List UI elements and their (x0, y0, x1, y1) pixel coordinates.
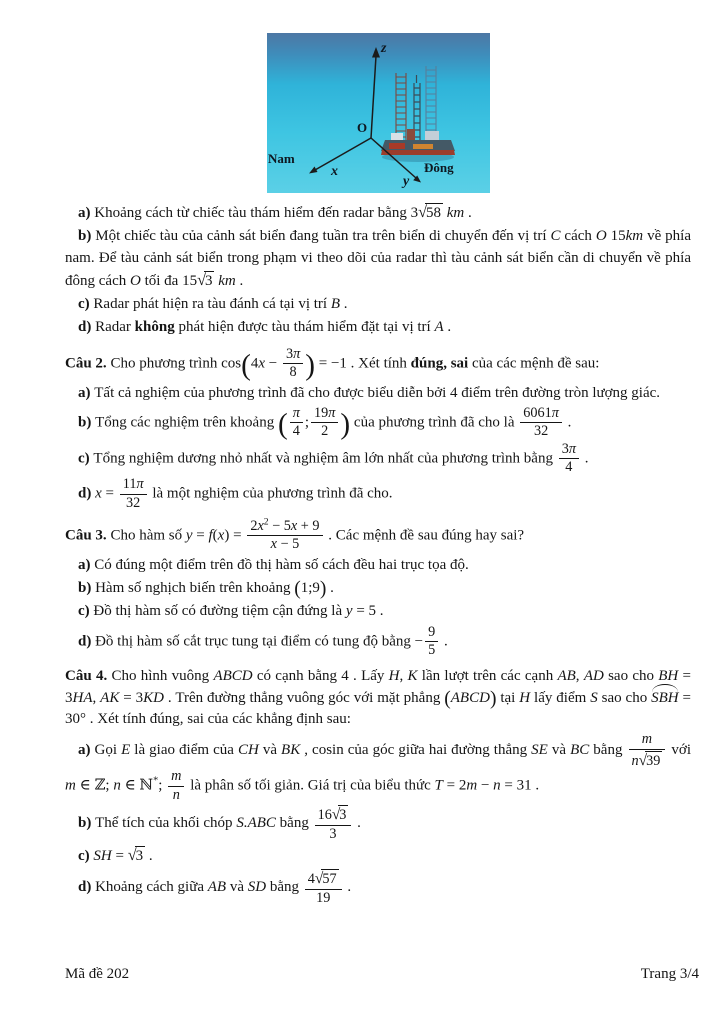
exam-code: Mã đề 202 (65, 966, 130, 982)
fraction-numerator (425, 625, 438, 642)
cau4-item-d (65, 869, 691, 906)
text-run: − 5 (276, 536, 300, 553)
math-fraction (557, 442, 581, 476)
fraction-numerator (559, 442, 579, 459)
fraction-denominator (120, 495, 147, 511)
cau2-item-d (65, 477, 691, 511)
text-run: . Các mệnh đề sau đúng hay sai? (324, 527, 525, 544)
text-run: km (442, 205, 465, 221)
text-run: . (580, 449, 589, 466)
math-sqrt (128, 844, 145, 867)
fraction-denominator (425, 642, 438, 658)
sqrt-radicand: 58 (425, 205, 441, 221)
text-run: KD (143, 689, 164, 706)
text-run: không (134, 319, 175, 336)
text-run: . (443, 319, 452, 336)
math-fraction (281, 347, 305, 381)
radical-sign-icon: √ (314, 870, 324, 888)
text-run: lấy điểm (530, 689, 591, 706)
cau3-item-b (65, 578, 691, 599)
math-fraction (245, 516, 324, 553)
text-run: tại (496, 689, 520, 706)
text-run: b) (78, 580, 96, 597)
text-run: ∈ ℤ; (75, 777, 114, 794)
math-fraction (313, 805, 354, 842)
text-run: có cạnh bằng 4 . Lấy (252, 668, 389, 685)
text-run: . (563, 414, 572, 431)
text-run: ∈ ℕ (120, 777, 154, 794)
text-run: b) (78, 228, 96, 245)
angle-vertices: SBH (651, 689, 679, 706)
text-run: 2 (321, 423, 329, 440)
text-run: . Trên đường thẳng vuông góc với mặt phẳng (164, 689, 445, 706)
radical-sign-icon: √ (638, 751, 648, 769)
text-run: Cho hình vuông (107, 668, 214, 685)
text-run: ) (489, 688, 497, 710)
text-run: 2 (250, 518, 258, 535)
text-run: x (290, 518, 298, 535)
fraction-numerator (315, 805, 352, 826)
text-run: Câu 4. (65, 668, 108, 685)
text-run: * (153, 775, 159, 787)
east-label: Đông (424, 160, 454, 175)
cau4-item-a (65, 732, 691, 803)
text-run: về phía nam. Để tàu cảnh sát biển trong phạm vi theo dõi của radar thì tàu cảnh sát biển cần di chuyển về phía đông cách (65, 228, 691, 289)
text-run: b) (78, 414, 96, 431)
text-run: x (258, 355, 266, 372)
text-run: phát hiện được tàu thám hiểm đặt tại vị trí (174, 319, 435, 336)
math-sqrt (411, 201, 443, 224)
math-fraction (288, 406, 305, 440)
text-run: Đồ thị hàm số cắt trục tung tại điểm có tung độ bằng − (95, 633, 424, 650)
text-run: Radar phát hiện ra tàu đánh cá tại vị trí (93, 296, 331, 313)
text-run: a) (78, 556, 95, 573)
text-run: Thể tích của khối chóp (95, 815, 237, 832)
text-run: Khoảng cách giữa (95, 879, 208, 896)
fraction-numerator (120, 477, 147, 494)
fraction-denominator (629, 750, 666, 770)
text-run: và (226, 879, 248, 896)
text-run: Đồ thị hàm số có đường tiệm cận đứng là (93, 603, 346, 620)
text-run: π (293, 345, 301, 362)
text-run: π (136, 476, 144, 493)
math-sqrt (197, 269, 214, 292)
text-run: = 3 (119, 689, 144, 706)
fraction-numerator (283, 347, 303, 364)
text-run: Tổng nghiệm dương nhỏ nhất và nghiệm âm lớn nhất của phương trình bằng (93, 449, 557, 466)
text-run: O (595, 228, 607, 245)
origin-label: O (357, 120, 368, 135)
text-run: 3 (329, 825, 337, 842)
text-run: của phương trình đã cho là (350, 414, 519, 431)
text-run: T (434, 777, 443, 794)
text-run: n (113, 777, 121, 794)
text-run: 6061 (523, 404, 552, 421)
math-fraction (518, 406, 564, 440)
text-run: SH (93, 848, 112, 865)
cau4-header (65, 666, 691, 730)
text-run: AB (207, 879, 227, 896)
text-run: đúng, sai (410, 355, 469, 372)
text-run: HA (72, 689, 93, 706)
text-run: H (519, 689, 531, 706)
cau4-item-b (65, 805, 691, 842)
text-run: 32 (126, 494, 141, 511)
text-run: − (265, 355, 281, 372)
text-run: = (111, 848, 128, 865)
text-run: 19 (316, 889, 331, 906)
fraction-denominator (315, 826, 352, 842)
fraction-denominator (168, 787, 184, 803)
cau3-item-c (65, 601, 691, 622)
text-run: = 5 . (352, 603, 384, 620)
sqrt-radicand: 39 (646, 752, 661, 769)
text-run: BC (570, 742, 590, 759)
text-run: BK (281, 742, 301, 759)
cau2-item-c (65, 442, 691, 476)
text-run: C (550, 228, 561, 245)
cau2-header (65, 347, 691, 381)
text-run: ) = (224, 527, 246, 544)
sqrt-coefficient: 16 (317, 807, 332, 824)
text-run: 1;9 (300, 580, 320, 597)
text-run: c) (78, 603, 94, 620)
sqrt-coefficient: 3 (410, 205, 419, 221)
text-run: π (292, 404, 300, 421)
text-run: ) (305, 349, 315, 382)
text-run: π (551, 404, 559, 421)
text-run: với (667, 742, 691, 759)
text-run: ( (212, 527, 218, 544)
text-run: 9 (428, 623, 436, 640)
text-run: Hàm số nghịch biến trên khoảng (95, 580, 295, 597)
text-run: ABCD (213, 668, 253, 685)
fraction-numerator (247, 516, 322, 536)
text-run: tối đa 15 (140, 272, 198, 289)
text-run: km (214, 272, 236, 289)
text-run: ( (241, 349, 251, 382)
fraction-numerator (520, 406, 562, 423)
text-run: , (399, 668, 408, 685)
text-run: 8 (289, 364, 297, 381)
text-run: d) (78, 485, 96, 502)
text-run: = 31 . (500, 777, 540, 794)
axis-label-z: z (381, 41, 387, 56)
sqrt-radicand: 3 (204, 272, 213, 289)
radical-sign-icon: √ (197, 270, 206, 289)
page-number: Trang 3/4 (640, 966, 699, 982)
text-run: d) (78, 319, 96, 336)
text-run: + 9 (297, 518, 320, 535)
text-run: x (257, 518, 264, 535)
fraction-denominator (305, 890, 342, 906)
text-run: a) (78, 742, 95, 759)
page-footer (65, 966, 699, 983)
text-run: . (235, 272, 244, 289)
text-run: . (326, 580, 334, 597)
text-run: Một chiếc tàu của cảnh sát biển đang tuần tra trên biển di chuyển đến vị trí (95, 228, 551, 245)
text-run: AD (583, 668, 604, 685)
text-run: Radar (95, 319, 135, 336)
text-run: và (547, 742, 571, 759)
sqrt-radicand: 3 (135, 848, 144, 865)
text-run: f (208, 527, 213, 544)
text-run: = 3 (65, 668, 691, 706)
text-run: a) (78, 384, 95, 401)
text-run: ; (304, 414, 310, 431)
radical-sign-icon: √ (418, 203, 427, 221)
text-run: sao cho (597, 689, 652, 706)
math-fraction (423, 625, 440, 659)
text-run: = (192, 527, 209, 544)
math-sqrt (318, 805, 349, 824)
fraction-denominator (247, 536, 322, 552)
rig-figure (267, 33, 490, 193)
cau1-item-d (65, 317, 691, 338)
text-run: bằng (275, 815, 313, 832)
text-run: x (217, 527, 225, 544)
text-run: là giao điểm của (130, 742, 238, 759)
rig-photo (267, 33, 490, 193)
text-run: cách (560, 228, 596, 245)
text-run: x (270, 536, 277, 553)
fraction-denominator (290, 423, 303, 439)
radical-sign-icon: √ (331, 806, 341, 824)
text-run: . (440, 633, 448, 650)
text-run: ( (444, 688, 451, 710)
cau1-item-c (65, 294, 691, 315)
text-run: π (568, 440, 576, 457)
text-run: 3 (285, 345, 294, 362)
cau2-item-b (65, 406, 691, 440)
fraction-numerator (290, 406, 303, 423)
axis-label-y: y (403, 174, 410, 189)
text-run: Cho phương trình cos (106, 355, 242, 372)
text-run: H (388, 668, 400, 685)
text-run: Có đúng một điểm trên đồ thị hàm số cách đều hai trục tọa độ. (94, 556, 469, 573)
fraction-numerator (168, 769, 184, 786)
text-run: bằng (589, 742, 627, 759)
text-run: = (101, 485, 118, 502)
math-fraction (309, 406, 340, 440)
text-run: 4 (292, 423, 300, 440)
text-run: sao cho (603, 668, 659, 685)
text-run: m (65, 777, 76, 794)
text-run: bằng (266, 879, 303, 896)
fraction-denominator (559, 459, 579, 475)
text-run: n (172, 786, 180, 803)
fraction-denominator (520, 423, 562, 439)
text-run: km (625, 228, 644, 245)
text-run: A (434, 319, 444, 336)
text-run: m (641, 731, 653, 748)
text-run: m (466, 777, 478, 794)
text-run: c) (78, 296, 94, 313)
cau1-item-a (65, 201, 691, 224)
question-body (65, 199, 691, 908)
radical-sign-icon: √ (127, 846, 137, 865)
text-run: AK (100, 689, 120, 706)
math-fraction (166, 769, 186, 803)
text-run: 15 (606, 228, 626, 245)
text-run: lần lượt trên các cạnh (417, 668, 558, 685)
text-run: , cosin của góc giữa hai đường thẳng (300, 742, 532, 759)
fraction-numerator (629, 732, 666, 749)
text-run: K (407, 668, 418, 685)
text-run: n (631, 752, 639, 769)
text-run: . (340, 296, 348, 313)
text-run: S.ABC (236, 815, 276, 832)
text-run: ) (340, 408, 351, 441)
text-run: a) (78, 205, 95, 221)
axis-label-x: x (331, 164, 338, 179)
sqrt-radicand: 3 (339, 807, 347, 824)
text-run: . (145, 848, 153, 865)
text-run: ABCD (450, 689, 490, 706)
math-sqrt (639, 751, 663, 770)
text-run: . (464, 205, 472, 221)
text-run: Gọi (94, 742, 122, 759)
text-run: y (185, 527, 193, 544)
text-run: của các mệnh đề sau: (468, 355, 600, 372)
text-run: 11 (122, 476, 137, 493)
sqrt-radicand: 57 (322, 871, 337, 888)
text-run: c) (78, 848, 94, 865)
fraction-denominator (311, 423, 338, 439)
text-run: Tổng các nghiệm trên khoảng (95, 414, 278, 431)
text-run: Khoảng cách từ chiếc tàu thám hiểm đến radar bằng (94, 205, 411, 221)
text-run: , (92, 689, 101, 706)
text-run: . (353, 815, 361, 832)
text-run: − 5 (268, 518, 291, 535)
cau3-header (65, 516, 691, 553)
text-run: SD (247, 879, 267, 896)
text-run: BH (658, 668, 679, 685)
text-run: Tất cả nghiệm của phương trình đã cho được biểu diễn bởi 4 điểm trên đường tròn lượng giác. (94, 384, 661, 401)
math-fraction (627, 732, 668, 769)
text-run: x (95, 485, 102, 502)
math-fraction (118, 477, 149, 511)
text-run: Câu 2. (65, 355, 107, 372)
text-run: CH (237, 742, 259, 759)
cau3-item-a (65, 555, 691, 576)
text-run: ( (277, 408, 288, 441)
text-run: c) (78, 449, 94, 466)
text-run: y (345, 603, 353, 620)
text-run: = −1 . Xét tính (315, 355, 411, 372)
text-run: S (590, 689, 598, 706)
text-run: π (328, 404, 336, 421)
text-run: B (330, 296, 340, 313)
text-run: là phân số tối giản. Giá trị của biểu thức (186, 777, 435, 794)
text-run: . (343, 879, 352, 896)
text-run: 4 (250, 355, 259, 372)
text-run: ( (294, 578, 301, 600)
text-run: = 2 (442, 777, 467, 794)
math-fraction (303, 869, 344, 906)
text-run: = 30° . Xét tính đúng, sai của các khẳng định sau: (65, 689, 692, 728)
text-run: O (129, 272, 141, 289)
sqrt-coefficient: 4 (307, 871, 315, 888)
text-run: d) (78, 879, 96, 896)
text-run: , (575, 668, 584, 685)
text-run: m (171, 768, 182, 785)
text-run: d) (78, 633, 96, 650)
text-run: 2 (263, 516, 269, 528)
fraction-numerator (305, 869, 342, 890)
south-label: Nam (268, 151, 295, 166)
text-run: là một nghiệm của phương trình đã cho. (148, 485, 393, 502)
cau2-item-a (65, 383, 691, 404)
text-run: 32 (533, 423, 549, 440)
arc-curve-icon (652, 684, 678, 692)
text-run: b) (78, 815, 96, 832)
text-run: ) (319, 578, 327, 600)
text-run: 4 (565, 458, 573, 475)
text-run: E (121, 742, 131, 759)
cau1-item-b (65, 226, 691, 292)
text-run: 3 (561, 440, 569, 457)
text-run: SE (531, 742, 548, 759)
text-run: n (493, 777, 501, 794)
text-run: Cho hàm số (106, 527, 186, 544)
text-run: − (477, 777, 494, 794)
fraction-numerator (311, 406, 338, 423)
text-run: và (258, 742, 282, 759)
cau4-item-c (65, 844, 691, 867)
text-run: 19 (314, 404, 329, 421)
cau3-item-d (65, 625, 691, 659)
text-run: AB (557, 668, 576, 685)
text-run: 5 (428, 642, 436, 659)
fraction-denominator (283, 364, 303, 380)
math-angle-arc (651, 688, 679, 709)
text-run: ; (158, 777, 167, 794)
math-sqrt (308, 869, 339, 888)
text-run: Câu 3. (65, 527, 107, 544)
